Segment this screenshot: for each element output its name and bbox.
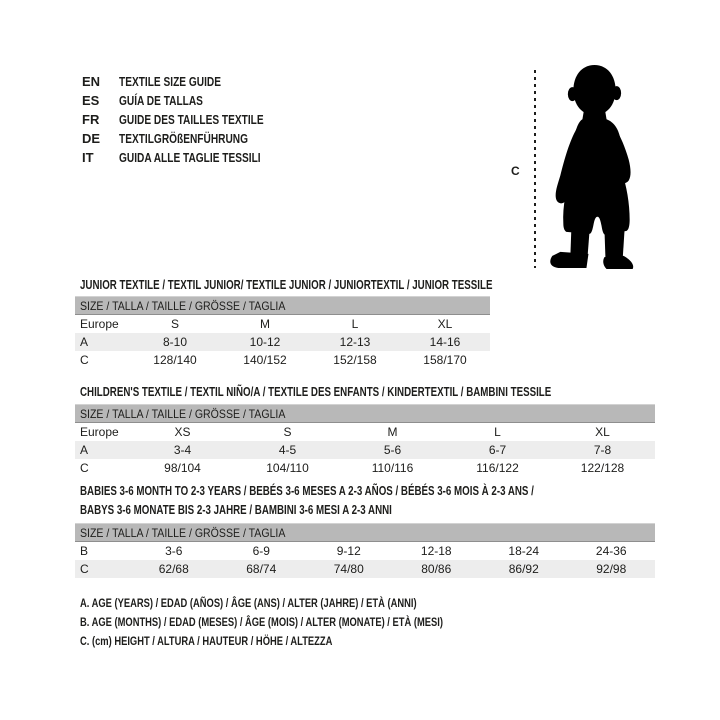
section-title-children <box>80 383 684 402</box>
babies-size-table <box>75 523 655 578</box>
size-cell: XL <box>595 425 610 439</box>
legend-line-c <box>80 632 545 651</box>
legend-line-a <box>80 594 545 613</box>
row-label: Europe <box>80 425 119 439</box>
age-cell: 4-5 <box>278 443 297 457</box>
table-row <box>75 315 490 333</box>
age-cell: 5-6 <box>383 443 402 457</box>
height-cell: 104/110 <box>266 461 309 475</box>
table-header-text: SIZE / TALLA / TAILLE / GRÖSSE / TAGLIA <box>80 299 286 313</box>
age-cell: 12-13 <box>339 335 371 349</box>
language-list <box>82 72 304 167</box>
language-label: TEXTILGRÖßENFÜHRUNG <box>119 131 249 146</box>
language-label: GUIDA ALLE TAGLIE TESSILI <box>119 150 261 165</box>
age-cell: 6-7 <box>488 443 507 457</box>
section-title-babies <box>80 482 662 520</box>
height-cell: 140/152 <box>243 353 287 367</box>
age-cell: 3-4 <box>173 443 192 457</box>
language-code: ES <box>82 93 100 108</box>
language-code: FR <box>82 112 100 127</box>
row-label: A <box>80 443 89 457</box>
height-cell: 110/116 <box>371 461 414 475</box>
table-header-bar <box>75 523 655 542</box>
height-cell: 74/80 <box>333 562 364 576</box>
legend-text: C. (cm) HEIGHT / ALTURA / HAUTEUR / HÖHE / ALTEZZA <box>80 634 333 648</box>
section-title-text: JUNIOR TEXTILE / TEXTIL JUNIOR/ TEXTILE JUNIOR / JUNIORTEXTIL / JUNIOR TESSILE <box>80 278 493 292</box>
age-cell: 10-12 <box>249 335 281 349</box>
age-cell: 18-24 <box>508 544 540 558</box>
age-cell: 9-12 <box>336 544 361 558</box>
age-cell: 7-8 <box>593 443 612 457</box>
section-title-text: CHILDREN'S TEXTILE / TEXTIL NIÑO/A / TEXTILE DES ENFANTS / KINDERTEXTIL / BAMBINI TESSILE <box>80 385 552 399</box>
language-label: GUÍA DE TALLAS <box>119 93 203 108</box>
height-cell: 98/104 <box>164 461 201 475</box>
row-label: A <box>80 335 89 349</box>
legend-line-b <box>80 613 545 632</box>
size-cell: S <box>170 317 179 331</box>
junior-size-table <box>75 296 490 369</box>
height-cell: 62/68 <box>158 562 189 576</box>
table-row <box>75 560 655 578</box>
table-header-bar <box>75 296 490 315</box>
size-cell: S <box>283 425 292 439</box>
size-cell: L <box>494 425 501 439</box>
table-row <box>75 351 490 369</box>
height-dashed-line <box>534 70 536 268</box>
age-cell: 6-9 <box>252 544 270 558</box>
children-size-table <box>75 404 655 477</box>
list-item <box>82 91 304 110</box>
size-cell: L <box>351 317 359 331</box>
list-item <box>82 148 304 167</box>
size-cell: XL <box>437 317 453 331</box>
height-cell: 122/128 <box>580 461 625 475</box>
size-cell: M <box>260 317 270 331</box>
language-code: IT <box>82 150 94 165</box>
height-cell: 152/158 <box>333 353 377 367</box>
height-measure-label: C <box>511 164 520 178</box>
height-cell: 128/140 <box>153 353 197 367</box>
list-item <box>82 72 304 91</box>
table-row <box>75 423 655 441</box>
list-item <box>82 129 304 148</box>
legend <box>80 594 545 651</box>
age-cell: 3-6 <box>165 544 183 558</box>
section-title-text: BABIES 3-6 MONTH TO 2-3 YEARS / BEBÉS 3-6 MESES A 2-3 AÑOS / BÉBÉS 3-6 MOIS À 2-3 ANS / <box>80 484 534 498</box>
table-header-text: SIZE / TALLA / TAILLE / GRÖSSE / TAGLIA <box>80 407 286 421</box>
section-title-junior <box>80 276 609 295</box>
height-cell: 68/74 <box>246 562 277 576</box>
height-cell: 86/92 <box>508 562 539 576</box>
toddler-silhouette-icon <box>544 63 650 269</box>
row-label: C <box>80 562 89 576</box>
table-header-text: SIZE / TALLA / TAILLE / GRÖSSE / TAGLIA <box>80 526 286 540</box>
age-cell: 12-18 <box>420 544 452 558</box>
language-code: EN <box>82 74 101 89</box>
legend-text: A. AGE (YEARS) / EDAD (AÑOS) / ÂGE (ANS) / ALTER (JAHRE) / ETÀ (ANNI) <box>80 596 417 610</box>
legend-text: B. AGE (MONTHS) / EDAD (MESES) / ÂGE (MOIS) / ALTER (MONATE) / ETÀ (MESI) <box>80 615 443 629</box>
size-cell: XS <box>174 425 191 439</box>
table-header-bar <box>75 404 655 423</box>
size-cell: M <box>387 425 398 439</box>
row-label: C <box>80 353 89 367</box>
section-title-text: BABYS 3-6 MONATE BIS 2-3 JAHRE / BAMBINI 3-6 MESI A 2-3 ANNI <box>80 503 392 517</box>
height-cell: 92/98 <box>596 562 627 576</box>
table-row <box>75 459 655 477</box>
age-cell: 14-16 <box>429 335 461 349</box>
height-cell: 158/170 <box>423 353 467 367</box>
language-label: TEXTILE SIZE GUIDE <box>119 74 221 89</box>
table-row <box>75 441 655 459</box>
row-label: C <box>80 461 89 475</box>
list-item <box>82 110 304 129</box>
height-cell: 80/86 <box>421 562 452 576</box>
language-label: GUIDE DES TAILLES TEXTILE <box>119 112 264 127</box>
height-cell: 116/122 <box>476 461 519 475</box>
row-label: Europe <box>80 317 119 331</box>
table-row <box>75 333 490 351</box>
age-cell: 24-36 <box>595 544 627 558</box>
language-code: DE <box>82 131 101 146</box>
table-row <box>75 542 655 560</box>
age-cell: 8-10 <box>162 335 188 349</box>
row-label: B <box>80 544 89 558</box>
